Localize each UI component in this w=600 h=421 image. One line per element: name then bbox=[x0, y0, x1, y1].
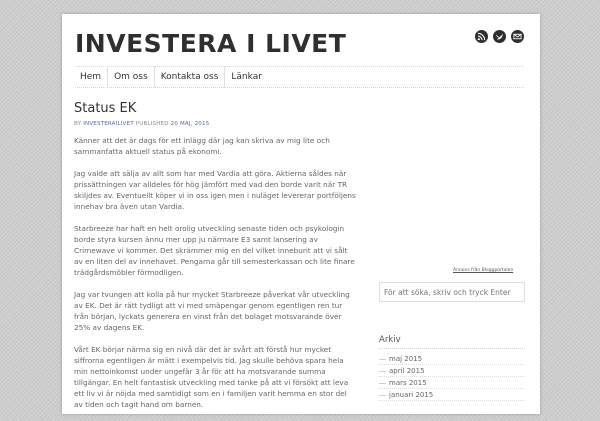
post-paragraph: Jag var tvungen att kolla på hur mycket Starbreeze påverkat vår utveckling av EK. Det är rätt tydligt att vi med smäpengar genom egentligen ren tur från början, lyckats generera en vinst från det bolaget motsvarande över 25% av dagens EK. bbox=[74, 290, 350, 332]
main-nav bbox=[75, 66, 524, 88]
post-date-link[interactable]: 20 MAJ, 2015 bbox=[170, 121, 210, 127]
archive-title: Arkiv bbox=[379, 335, 401, 345]
archive-item[interactable]: — mars 2015 bbox=[379, 377, 525, 389]
ad-link[interactable]: Annons från Bloggportalen bbox=[453, 268, 514, 273]
post-paragraph: Jag valde att sälja av allt som har med Vardia att göra. Aktierna såldes när prissättningen var alldeles för hög jämfört med vad den borde varit när TR skiljdes av. Eventuellt köper vi in oss igen men i nuläget levererar portföljens innehav bra även utan Vardia. bbox=[74, 169, 356, 211]
page-container bbox=[62, 14, 540, 414]
site-title[interactable]: INVESTERA I LIVET bbox=[75, 29, 347, 58]
post-author-link[interactable]: INVESTERAILIVET bbox=[83, 121, 134, 127]
nav-item-lankar[interactable]: Länkar bbox=[231, 72, 262, 82]
nav-item-om-oss[interactable]: Om oss bbox=[108, 66, 155, 88]
post-meta bbox=[74, 121, 209, 127]
archive-divider bbox=[379, 348, 525, 349]
post-content bbox=[74, 135, 356, 421]
archive-list bbox=[379, 353, 525, 401]
rss-icon[interactable] bbox=[475, 30, 488, 43]
post-paragraph: Starbreeze har haft en helt orolig utveckling senaste tiden och psykologin borde styra kursen ännu mer upp ju närmare E3 samt lansering av Crimewave vi kommer. Det skrämmer mig en del vilket inneburit att vi sålt av en liten del av innehavet. Pengarna går till semesterkassan och lite finare trädgårdsmöbler förmodligen. bbox=[74, 224, 355, 277]
post-title[interactable]: Status EK bbox=[74, 101, 137, 116]
social-links bbox=[475, 30, 524, 43]
nav-item-kontakta-oss[interactable]: Kontakta oss bbox=[155, 66, 226, 88]
archive-item[interactable]: — april 2015 bbox=[379, 365, 525, 377]
post-paragraph: Känner att det är dags för ett inlägg där jag kan skriva av mig lite och sammanfatta aktuell status på ekonomi. bbox=[74, 136, 330, 156]
archive-item[interactable]: — januari 2015 bbox=[379, 389, 525, 401]
post-paragraph: Vårt EK börjar närma sig en nivå där det är svårt att förstå hur mycket siffrorna egentligen är mätt i exempelvis tid. Jag skulle behöva spara hela min nettoinkomst under ungefär 3 år för att ha motsvarande summa tillgängar. En helt fantastisk utveckling med tanke på att vi försökt att leva ett liv vi är nöjda med samtidigt som en i familjen varit hemma en stor del av tiden och tagit hand om barnen. bbox=[74, 345, 349, 409]
meta-published-label: PUBLISHED bbox=[135, 121, 169, 127]
archive-item[interactable]: — maj 2015 bbox=[379, 353, 525, 365]
nav-item-hem[interactable]: Hem bbox=[75, 66, 108, 88]
meta-by-label: BY bbox=[74, 121, 82, 127]
email-icon[interactable] bbox=[511, 30, 524, 43]
search-input[interactable] bbox=[379, 282, 525, 302]
twitter-icon[interactable] bbox=[493, 30, 506, 43]
